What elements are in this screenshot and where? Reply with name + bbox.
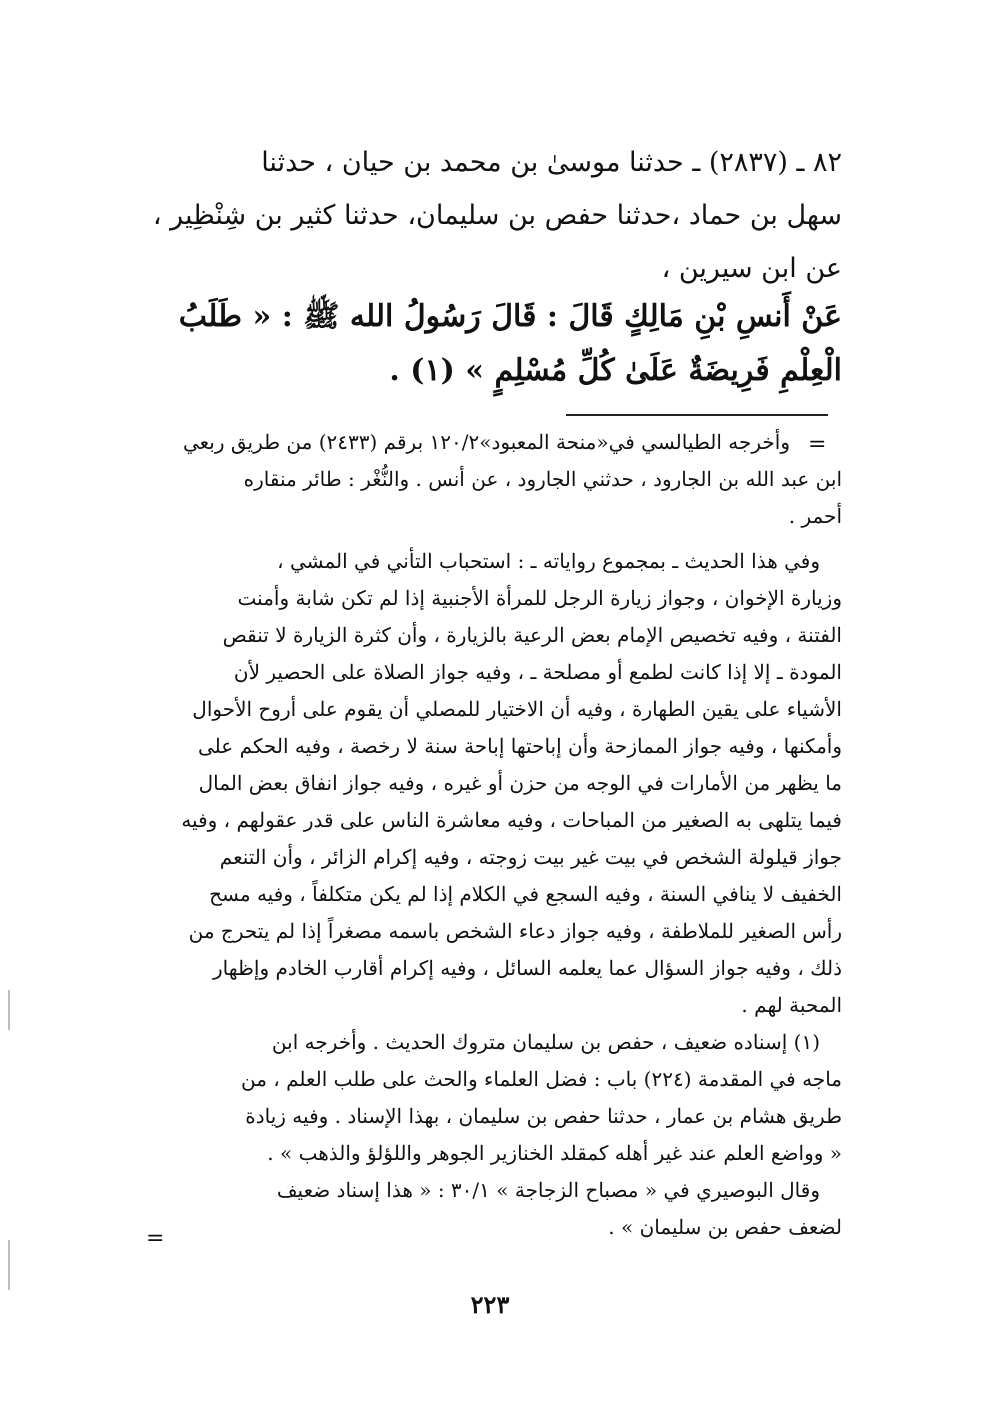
footnote-divider [566,414,828,416]
hadith-line: عَنْ أَنسِ بْنِ مَالِكٍ قَالَ : قَالَ رَسُولُ الله ﷺ : « طَلَبُ [178,299,842,334]
footnote-line: ماجه في المقدمة (٢٢٤) باب : فضل العلماء والحث على طلب العلم ، من [240,1067,842,1091]
footnote-line: وأمكنها ، وفيه جواز الممازحة وأن إباحتها إباحة سنة لا رخصة ، وفيه الحكم على [198,734,842,758]
footnote-line: وقال البوصيري في « مصباح الزجاجة » ٣٠/١ : « هذا إسناد ضعيف [276,1178,820,1202]
scan-edge-mark [8,990,10,1030]
scan-edge-mark [8,1240,10,1290]
footnote-line: الفتنة ، وفيه تخصيص الإمام بعض الرعية بالزيارة ، وأن كثرة الزيارة لا تنقص [222,623,842,647]
footnote-line: جواز قيلولة الشخص في بيت غير بيت زوجته ، وفيه إكرام الزائر ، وأن التنعم [219,845,842,869]
footnote-line: أحمر . [788,504,842,528]
footnote-line: وزيارة الإخوان ، وجواز زيارة الرجل للمرأة الأجنبية إذا لم تكن شابة وأمنت [237,586,842,610]
footnote-paragraph-1 [130,424,842,535]
footnote-line: فيما يتلهى به الصغير من المباحات ، وفيه معاشرة الناس على قدر عقولهم ، وفيه [181,808,842,832]
continuation-mark-bottom: = [146,1226,165,1251]
footnote-paragraph-4 [130,1172,842,1246]
footnote-line: المودة ـ إلا إذا كانت لطمع أو مصلحة ـ ، وفيه جواز الصلاة على الحصير لأن [233,660,842,684]
footnote-line: « وواضع العلم عند غير أهله كمقلد الخنازير الجوهر واللؤلؤ والذهب » . [267,1141,842,1165]
page-number: ٢٢٣ [470,1290,510,1319]
footnote-line: ما يظهر من الأمارات في الوجه من حزن أو غيره ، وفيه جواز انفاق بعض المال [198,771,842,795]
footnote-line: الخفيف لا ينافي السنة ، وفيه السجع في الكلام إذا لم يكن متكلفاً ، وفيه مسح [209,882,842,906]
footnote-line: رأس الصغير للملاطفة ، وفيه جواز دعاء الشخص باسمه مصغراً إذا لم يتحرج من [188,919,842,943]
main-line: سهل بن حماد ،حدثنا حفص بن سليمان، حدثنا كثير بن شِنْظِير ، [152,200,842,231]
hadith-text [130,290,842,398]
footnote-line: المحبة لهم . [741,993,842,1017]
footnote-line: الأشياء على يقين الطهارة ، وفيه أن الاختيار للمصلي أن يقوم على أروح الأحوال [192,697,842,721]
footnote-line: ذلك ، وفيه جواز السؤال عما يعلمه السائل ، وفيه إكرام أقارب الخادم وإظهار [213,956,842,980]
footnote-paragraph-3 [130,1024,842,1172]
main-line: ٨٢ ـ (٢٨٣٧) ـ حدثنا موسىٰ بن محمد بن حيان ، حدثنا [261,147,842,178]
hadith-line: الْعِلْمِ فَرِيضَةٌ عَلَىٰ كُلِّ مُسْلِمٍ » (١) . [389,353,842,388]
isnad-chain [130,136,842,295]
footnote-paragraph-2 [130,543,842,1024]
footnotes-section [130,424,842,1246]
footnote-line: ابن عبد الله بن الجارود ، حدثني الجارود ، عن أنس . والنُّغْر : طائر منقاره [243,467,842,491]
footnote-line: وأخرجه الطيالسي في«منحة المعبود»١٢٠/٢ برقم (٢٤٣٣) من طريق ربعي [182,430,790,454]
continuation-mark-top: = [808,432,827,457]
footnote-line: لضعف حفص بن سليمان » . [608,1215,842,1239]
footnote-line: وفي هذا الحديث ـ بمجموع رواياته ـ : استحباب التأني في المشي ، [277,549,820,573]
main-line: عن ابن سيرين ، [661,253,842,284]
footnote-line: (١) إسناده ضعيف ، حفص بن سليمان متروك الحديث . وأخرجه ابن [271,1030,820,1054]
footnote-line: طريق هشام بن عمار ، حدثنا حفص بن سليمان ، بهذا الإسناد . وفيه زيادة [245,1104,842,1128]
